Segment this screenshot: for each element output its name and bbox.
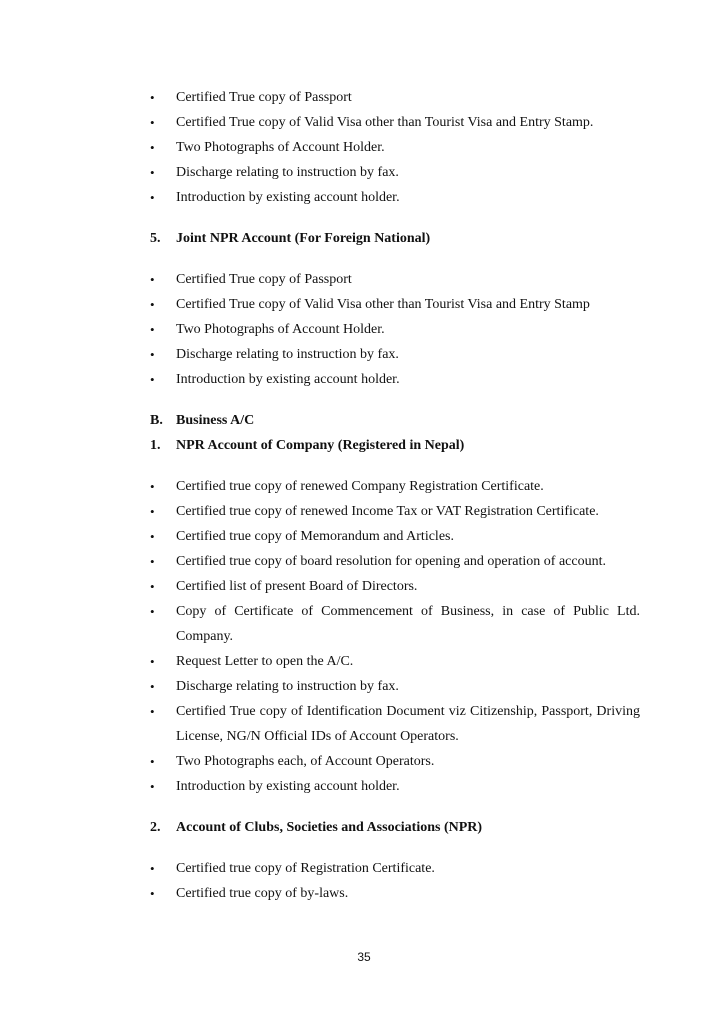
list-item: • Certified True copy of Passport (150, 267, 640, 292)
section-title: NPR Account of Company (Registered in Nepal) (176, 438, 465, 453)
section-heading-company-account (150, 433, 640, 458)
list-item: • Certified true copy of renewed Company Registration Certificate. (150, 474, 640, 499)
list-item: • Two Photographs of Account Holder. (150, 317, 640, 342)
section-heading-joint-npr (150, 226, 640, 251)
requirements-list-clubs (150, 856, 640, 906)
section-number: 1. (150, 438, 161, 453)
section-title: Business A/C (176, 413, 255, 428)
list-item: • Certified True copy of Valid Visa other than Tourist Visa and Entry Stamp (150, 292, 640, 317)
list-item: • Introduction by existing account holder. (150, 367, 640, 392)
list-item: • Certified true copy of by-laws. (150, 881, 640, 906)
list-item: • Certified True copy of Valid Visa other than Tourist Visa and Entry Stamp. (150, 110, 640, 135)
section-number: 5. (150, 231, 161, 246)
list-item: • Certified list of present Board of Directors. (150, 574, 640, 599)
list-item: • Discharge relating to instruction by fax. (150, 160, 640, 185)
list-item: • Certified true copy of renewed Income Tax or VAT Registration Certificate. (150, 499, 640, 524)
list-item: • Certified True copy of Identification Document viz Citizenship, Passport, Driving License, NG/N Official IDs of Account Operators. (150, 699, 640, 749)
requirements-list-top (150, 85, 640, 210)
list-item: • Discharge relating to instruction by fax. (150, 342, 640, 367)
list-item: • Certified true copy of board resolution for opening and operation of account. (150, 549, 640, 574)
section-heading-business (150, 408, 640, 433)
section-title: Account of Clubs, Societies and Associations (NPR) (176, 820, 483, 835)
list-item: • Certified true copy of Registration Certificate. (150, 856, 640, 881)
list-item: • Introduction by existing account holder. (150, 774, 640, 799)
list-item: • Two Photographs each, of Account Operators. (150, 749, 640, 774)
section-heading-clubs-societies (150, 815, 640, 840)
list-item: • Two Photographs of Account Holder. (150, 135, 640, 160)
list-item: • Certified True copy of Passport (150, 85, 640, 110)
section-title: Joint NPR Account (For Foreign National) (176, 231, 431, 246)
document-body (150, 85, 640, 906)
list-item: • Introduction by existing account holder. (150, 185, 640, 210)
list-item: • Discharge relating to instruction by fax. (150, 674, 640, 699)
section-number: B. (150, 413, 163, 428)
section-number: 2. (150, 820, 161, 835)
list-item: • Copy of Certificate of Commencement of Business, in case of Public Ltd. Company. (150, 599, 640, 649)
list-item: • Request Letter to open the A/C. (150, 649, 640, 674)
list-item: • Certified true copy of Memorandum and Articles. (150, 524, 640, 549)
page-number: 35 (357, 950, 371, 964)
requirements-list-joint-npr (150, 267, 640, 392)
requirements-list-company (150, 474, 640, 799)
